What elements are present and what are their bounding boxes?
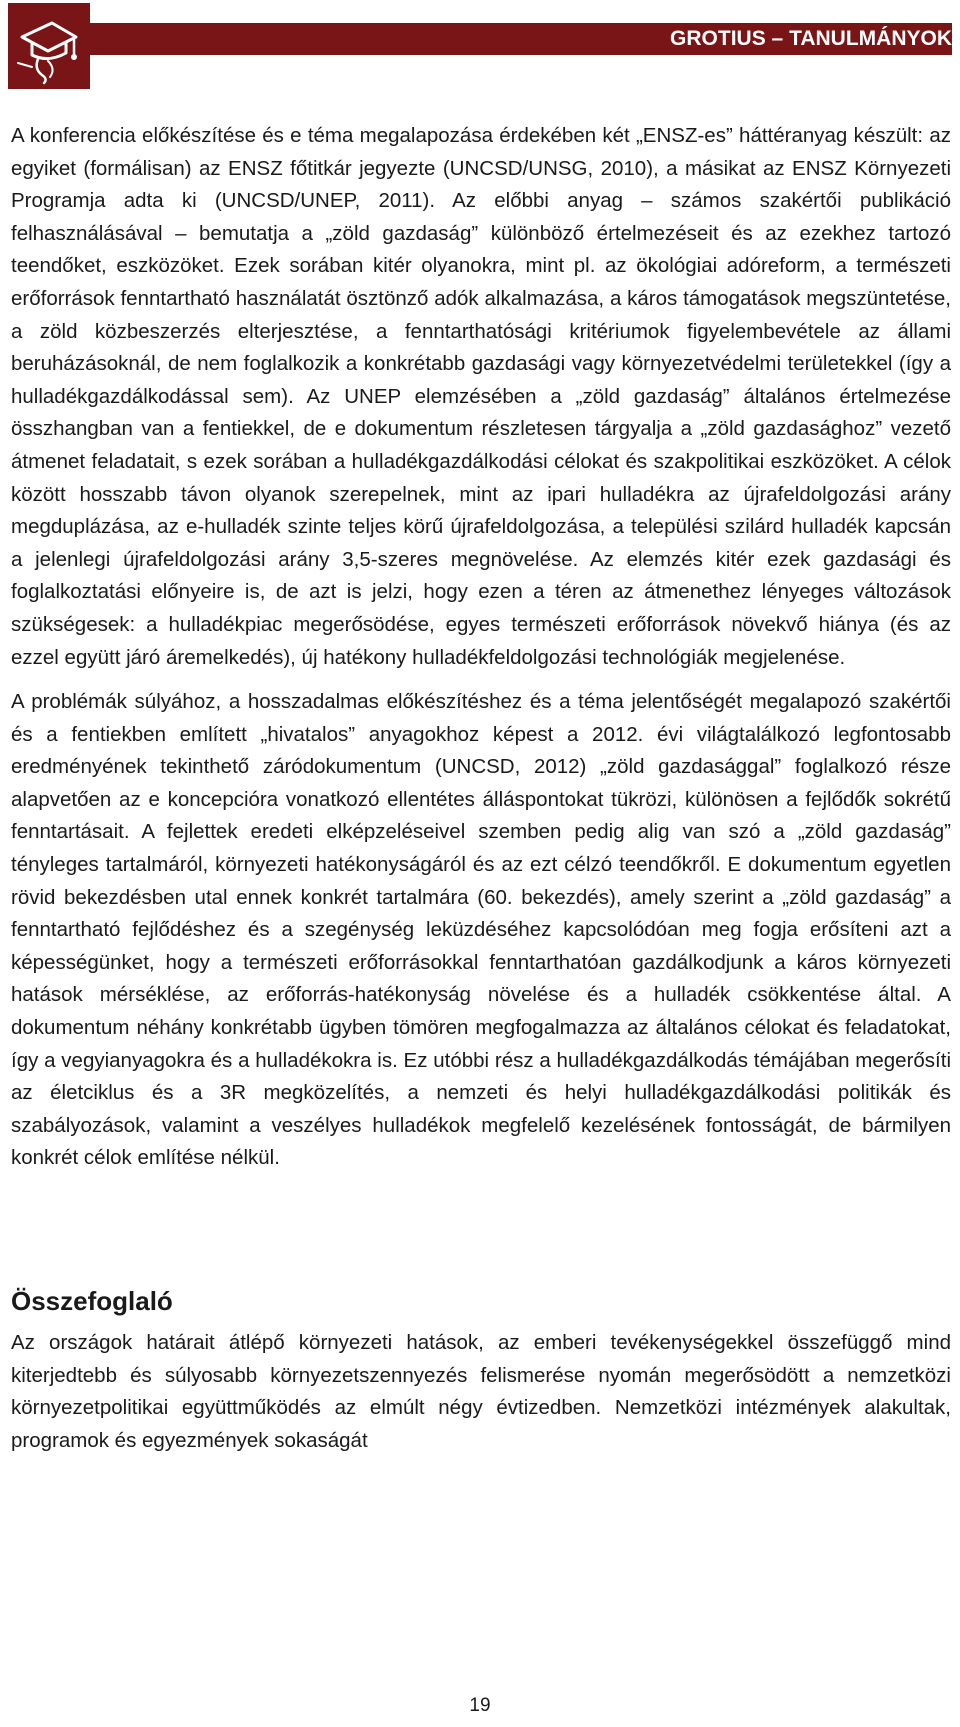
body-paragraph: A konferencia előkészítése és e téma megalapozása érdekében két „ENSZ-es” háttéranyag készült: az egyiket (formálisan) az ENSZ főtitkár jegyezte (UNCSD/UNSG, 2010), a másikat az ENSZ Környezeti Programja adta ki (UNCSD/UNEP, 2011). Az előbbi anyag – számos szakértői publikáció felhasználásával – bemutatja a „zöld gazdaság” különböző értelmezéseit és az ezekhez tartozó teendőket, eszközöket. Ezek sorában kitér olyanokra, mint pl. az ökológiai adóreform, a természeti erőforrások fenntartható használatát ösztönző adók alkalmazása, a káros támogatások megszüntetése, a zöld közbeszerzés elterjesztése, a fenntarthatósági kritériumok figyelembevétele az állami beruházásoknál, de nem foglalkozik a konkrétabb gazdasági vagy környezetvédelmi területekkel (így a hulladékgazdálkodással sem). Az UNEP elemzésében a „zöld gazdaság” általános értelmezése összhangban van a fentiekkel, de e dokumentum részletesen tárgyalja a „zöld gazdasághoz” vezető átmenet feladatait, s ezek sorában a hulladékgazdálkodási célokat és szakpolitikai eszközöket. A célok között hosszabb távon olyanok szerepelnek, mint az ipari hulladékra az újrafeldolgozási arány megduplázása, az e-hulladék szinte teljes körű újrafeldolgozása, a települési szilárd hulladék kapcsán a jelenlegi újrafeldolgozási arány 3,5-szeres megnövelése. Az elemzés kitér ezek gazdasági és foglalkoztatási előnyeire is, de azt is jelzi, hogy ezen a téren az átmenethez lényeges változások szükségesek: a hulladékpiac megerősödése, egyes természeti erőforrások növekvő hiánya (és az ezzel együtt járó áremelkedés), új hatékony hulladékfeldolgozási technológiák megjelenése. [11, 124, 951, 669]
series-title: GROTIUS – TANULMÁNYOK [670, 27, 952, 50]
section-paragraph: Az országok határait átlépő környezeti hatások, az emberi tevékenységekkel összefüggő mind kiterjedtebb és súlyosabb környezetszennyezés felismerése nyomán megerősödött a nemzetközi környezetpolitikai együttműködés az elmúlt négy évtizedben. Nemzetközi intézmények alakultak, programok és egyezmények sokaságát [11, 1331, 951, 1452]
header-bar [90, 23, 952, 55]
page-number: 19 [469, 1695, 491, 1716]
body-paragraph: A problémák súlyához, a hosszadalmas előkészítéshez és a téma jelentőségét megalapozó szakértői és a fentiekben említett „hivatalos” anyagokhoz képest a 2012. évi világtalálkozó legfontosabb eredményének tekinthető záródokumentum (UNCSD, 2012) „zöld gazdasággal” foglalkozó része alapvetően az e koncepcióra vonatkozó ellentétes álláspontokat tükrözi, különösen a fejlődők sokrétű fenntartásait. A fejlettek eredeti elképzeléseivel szemben pedig alig van szó a „zöld gazdaság” tényleges tartalmáról, környezeti hatékonyságáról és az ezt célzó teendőkről. E dokumentum egyetlen rövid bekezdésben utal ennek konkrét tartalmára (60. bekezdés), amely szerint a „zöld gazdaság” a fenntartható fejlődéshez és a szegénység leküzdéséhez kapcsolódóan meg fogja erősíteni azt a képességünket, hogy a természeti erőforrásokkal fenntarthatóan gazdálkodjunk a káros környezeti hatások mérséklése, az erőforrás-hatékonyság növelése és a hulladék csökkentése által. A dokumentum néhány konkrétabb ügyben tömören megfogalmazza az általános célokat és feladatokat, így a vegyianyagokra és a hulladékokra is. Ez utóbbi rész a hulladékgazdálkodás témájában megerősíti az életciklus és a 3R megközelítés, a nemzeti és helyi hulladékgazdálkodási politikák és szabályozások, valamint a veszélyes hulladékok megfelelő kezelésének fontosságát, de bármilyen konkrét célok említése nélkül. [11, 690, 951, 1170]
page-header [8, 3, 952, 89]
document-body [11, 120, 951, 1457]
section-heading: Összefoglaló [11, 1286, 173, 1316]
mortarboard-logo-icon [8, 3, 90, 89]
